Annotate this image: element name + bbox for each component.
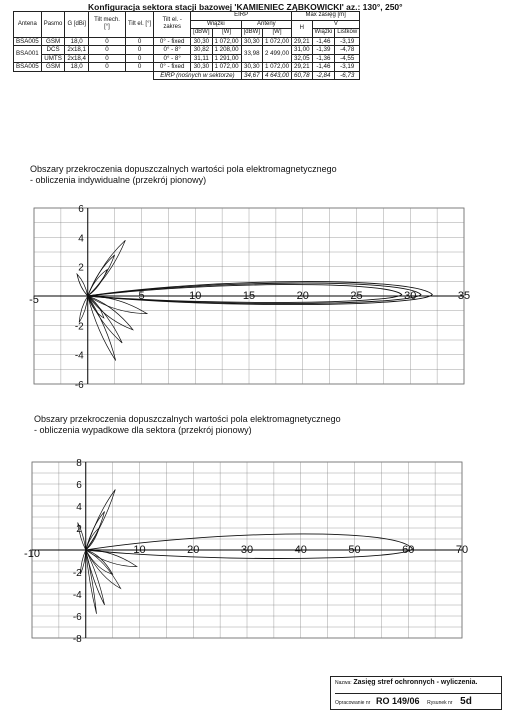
table-cell: GSM [41,37,65,46]
table-cell: UMTS [41,54,65,63]
x-tick-label: 15 [242,289,256,302]
side-lobe [88,240,126,296]
table-cell: BSA001 [14,46,42,63]
footer-name-row [335,679,501,694]
table-cell: 30,30 [241,37,262,46]
col-anteny: Anteny [241,20,291,29]
col-gain: G [dBi] [65,12,89,38]
table-cell: 1 072,00 [262,63,291,72]
table-cell: 0 [88,54,125,63]
table-cell: 18,0 [65,37,89,46]
table-cell: -4,78 [335,46,360,55]
table-cell: 0 [88,63,125,72]
y-tick-label: -4 [74,350,84,362]
side-lobe [88,255,115,296]
x-tick-label: 60 [402,543,415,556]
x-tick-label: 50 [348,543,361,556]
total-label: EIRP (nośnych w sektorze) [154,71,241,80]
table-row [14,54,360,63]
table-cell: 32,05 [292,54,312,63]
table-cell: 1 072,00 [212,63,241,72]
x-tick-label: 10 [189,289,202,302]
y-tick-label: -8 [72,634,82,645]
footer-doc: RO 149/06 [375,696,420,706]
table-cell: 0 [88,37,125,46]
x-tick-label: 20 [296,289,309,302]
footer-doc-label: Opracowanie nr [335,700,371,706]
table-cell: 30,30 [191,63,212,72]
chart1-plot [12,192,490,392]
y-tick-label: -6 [72,612,82,623]
side-lobe [86,490,116,551]
chart1-title-line2: - obliczenia indywidualne (przekrój pionowy) [30,175,207,185]
chart2-title-line2: - obliczenia wypadkowe dla sektora (przekrój pionowy) [34,425,252,435]
table-cell: -3,19 [335,63,360,72]
x-tick-label: 30 [240,543,254,556]
y-tick-label: -2 [72,568,82,579]
col-tilt-el: Tilt el. [°] [125,12,153,38]
x-tick-label: 30 [404,289,417,302]
table-cell: 2x18,1 [65,46,89,55]
table-cell: -1,36 [312,54,335,63]
table-row [14,46,360,55]
y-tick-label: 2 [76,524,82,535]
table-cell: -1,46 [312,37,335,46]
side-lobe [86,550,121,589]
table-cell: 2x18,4 [65,54,89,63]
table-cell: 30,82 [191,46,212,55]
table-cell: 2 499,00 [262,46,291,63]
y-tick-label: 6 [78,204,84,215]
table-cell: BSA005 [14,37,42,46]
total-h: 60,78 [292,71,312,80]
col-tilt-mech: Tilt mech. [°] [88,12,125,38]
side-lobe [88,296,122,343]
side-lobe [86,550,105,605]
total-v-wiazki: -2,84 [312,71,335,80]
y-tick-label: 4 [78,233,84,245]
side-lobe [79,296,88,322]
chart1-title-line1: Obszary przekroczenia dopuszczalnych wartości pola elektromagnetycznego [30,164,337,174]
table-cell: 0 [125,54,153,63]
table-cell: BSA005 [14,63,42,72]
col-dbw: [dBW] [241,29,262,38]
chart2-title-line1: Obszary przekroczenia dopuszczalnych wartości pola elektromagnetycznego [34,414,341,424]
x-tick-label: 20 [187,543,200,556]
x-tick-label: -5 [29,293,39,306]
table-cell: GSM [41,63,65,72]
x-tick-label: 25 [350,289,363,302]
table-cell: 0 [88,46,125,55]
table-cell: 18,0 [65,63,89,72]
table-row [14,37,360,46]
footer-fig-label: Rysunek nr [427,700,453,706]
table-total-row [14,71,360,80]
table-cell: 0° - 8° [154,54,191,63]
table-cell: 1 072,00 [212,37,241,46]
x-tick-label: 70 [455,543,469,556]
col-dbw: [dBW] [191,29,212,38]
table-row [14,63,360,72]
col-v-listkow: Listków [335,29,360,38]
table-cell: 29,21 [292,63,312,72]
total-v-listkow: -6,73 [335,71,360,80]
table-cell: 30,30 [241,63,262,72]
x-tick-label: 35 [457,289,471,302]
table-cell: 30,30 [191,37,212,46]
col-v-wiazki: Wiązki [312,29,335,38]
col-pasmo: Pasmo [41,12,65,38]
x-tick-label: 40 [294,543,307,556]
table-cell: 29,21 [292,37,312,46]
table-cell: 0 [125,63,153,72]
col-w: [W] [262,29,291,38]
table-cell: 0° - fixed [154,37,191,46]
x-tick-label: -10 [24,547,40,560]
footer-name-label: Nazwa: [335,680,352,686]
col-w: [W] [212,29,241,38]
table-cell: 0° - fixed [154,63,191,72]
footer-doc-row [335,696,501,707]
table-cell: 0° - 8° [154,46,191,55]
col-tilt-el-range: Tilt el. - zakres [154,12,191,38]
y-tick-label: -4 [72,590,82,601]
chart2-plot [12,448,490,648]
col-antena: Antena [14,12,42,38]
footer-box [330,676,502,710]
total-dbw: 34,67 [241,71,262,80]
table-cell: 1 072,00 [262,37,291,46]
footer-name: Zasięg stref ochronnych - wyliczenia. [353,679,478,686]
chart1-title [30,164,337,186]
table-cell: 1 208,00 [212,46,241,55]
y-tick-label: -2 [74,321,84,333]
x-tick-label: 5 [138,289,145,302]
footer-fig: 5d [460,696,472,707]
side-lobe [77,274,88,296]
x-tick-label: 10 [133,543,146,556]
y-tick-label: 4 [76,502,82,513]
table-cell: 0 [125,46,153,55]
table-cell: -3,19 [335,37,360,46]
side-lobe [88,270,107,296]
configuration-table [13,11,360,80]
table-cell: 0 [125,37,153,46]
table-cell: -1,39 [312,46,335,55]
table-cell: 1 291,00 [212,54,241,63]
col-max-zasieg: Max zasięg [m] [292,12,360,21]
chart2-title [34,414,341,436]
y-tick-label: 2 [78,262,84,274]
y-tick-label: 6 [76,480,82,491]
page-title: Konfiguracja sektora stacji bazowej 'KAMIENIEC ZĄBKOWICKI' az.: 130°, 250° [88,2,403,12]
table-cell: 31,11 [191,54,212,63]
total-w: 4 643,00 [262,71,291,80]
table-cell: -4,55 [335,54,360,63]
side-lobe [86,512,105,551]
col-h: H [292,20,312,37]
col-v: V [312,20,360,29]
table-cell: DCS [41,46,65,55]
table-cell: 31,00 [292,46,312,55]
y-tick-label: 8 [76,458,82,469]
table-cell: 33,98 [241,46,262,63]
col-wiazki: Wiązki [191,20,241,29]
col-eirp: EIRP [191,12,292,21]
y-tick-label: -6 [74,380,84,391]
table-cell: -1,46 [312,63,335,72]
